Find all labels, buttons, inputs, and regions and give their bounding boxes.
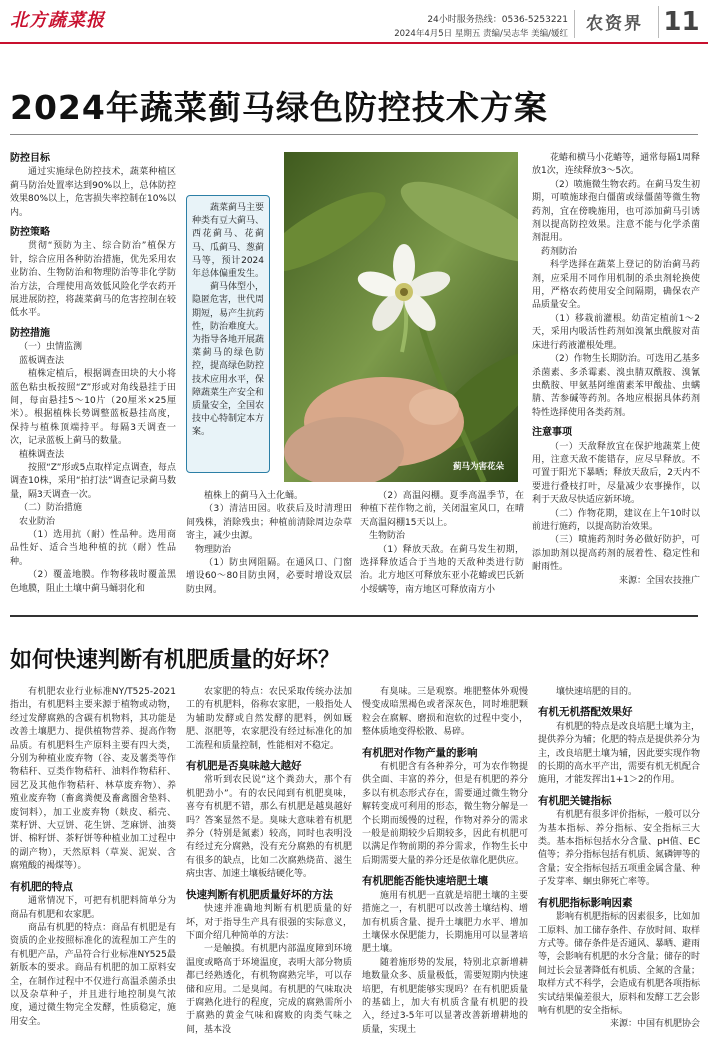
article1-column-1 (10, 146, 176, 596)
paragraph: （1）释放天敌。在蓟马发生初期，选择释放适合于当地的天敌种类进行防治。北方地区可释放东亚小花蝽或巴氏新小绥螨等，南方地区可释放南方小 (360, 544, 524, 595)
article1-column-3 (360, 490, 524, 598)
paragraph: （一）天敌释放宜在保护地蔬菜上使用，注意天敌不能错存，应尽早释放。不可置于阳光下暴晒；释放天敌后，2天内不要进行叠枝打叶，尽量减少农事操作，以利于天敌尽快适应新环境。 (532, 441, 700, 506)
summary-paragraph: 蔬菜蓟马主要种类有豆大蓟马、西花蓟马、花蓟马、瓜蓟马、葱蓟马等，预计2024年总体偏重发生。 (192, 203, 265, 280)
article2-column-3 (362, 686, 528, 1058)
article2-column-2 (186, 686, 352, 1058)
paragraph: （2）覆盖地膜。作物移栽时覆盖黑色地膜，阻止土壤中蓟马蛹羽化和 (10, 570, 176, 594)
subheading: 植株调查法 (19, 449, 65, 460)
paragraph: （2）作物生长期防治。可选用乙基多杀菌素、多杀霉素、溴虫腈双酰胺、溴氰虫酰胺、甲氨基阿维菌素苯甲酸盐、虫螨腈、苦参碱等药剂。各地应根据具体药剂特性选择使用各类药剂。 (532, 354, 700, 418)
paragraph: 快速并准确地判断有机肥质量的好坏，对于指导生产具有很强的实际意义，下面介绍几种简单的方法： (186, 904, 352, 941)
paragraph: 有臭味。三是观察。堆肥整体外观慢慢变成暗黑褐色或者深灰色，同时堆肥颗粒会在腐解、磨损和泡软的过程中变小，整体质地变得松散、易碎。 (362, 687, 528, 738)
section-heading: 有机肥指标影响因素 (538, 896, 633, 909)
paragraph: 常听到农民说“这个粪劲大，那个有机肥劲小”。有的农民闻到有机肥臭味，喜夸有机肥不错，那么有机肥是越臭越好吗？答案显然不是。臭味大意味着有机肥养分（特别是氮素）较高，同时也表明没有经过充分腐熟，没有充分腐熟的有机肥有很多的缺点，比如二次腐熟烧苗、滋生病虫害、加速土壤板结硬化等。 (186, 775, 352, 880)
section-name: 农资界 (574, 10, 654, 38)
article-divider (10, 615, 698, 617)
subheading: 生物防治 (369, 531, 406, 542)
section-heading: 防控策略 (10, 227, 50, 239)
newspaper-logo: 北方蔬菜报 (10, 10, 105, 31)
paragraph: （1）选用抗（耐）性品种。选用商品性好、适合当地种植的抗（耐）性品种。 (10, 529, 176, 567)
paragraph: 壤快速培肥的目的。 (556, 687, 638, 697)
article1-column-2 (186, 490, 352, 598)
paragraph: 植株上的蓟马入土化蛹。 (204, 491, 304, 501)
subheading: 药剂防治 (541, 246, 578, 257)
paragraph: 有机肥农业行业标准NY/T525-2021指出，有机肥料主要来源于植物或动物，经过发酵腐熟的含碳有机物料，其功能是改善土壤肥力、提供植物营养、提高作物品质。有机肥料生产原料主要有四大类，分别为种植业废弃物（谷、麦及薯类等作物秸秆、豆类作物秸秆、油料作物秸秆、园艺及其他作物秸秆、林草废弃物）、养殖业废弃物（畜禽粪便及畜禽圈舍垫料、废饲料），加工业废弃物（麸皮、稻壳、菜籽饼、大豆饼、花生饼、芝麻饼、油葵饼、棉籽饼、茶籽饼等种植业加工过程中的副产物），天然原料（草炭、泥炭、含腐殖酸的褐煤等）。 (10, 687, 176, 872)
paragraph: 商品有机肥的特点：商品有机肥是有资质的企业按照标准化的流程加工产生的有机肥产品，产品符合行业标准NY525最新版本的要求。商品有机肥的加工原料安全，在制作过程中不仅进行高温杀菌杀虫以及杂草种子，并且进行地控制臭气浓度，通过微生物完全发酵，性质稳定，施用安全。 (10, 922, 176, 1027)
paragraph: （1）防虫网阻隔。在通风口、门窗增设60～80目防虫网，必要时增设双层防虫网。 (186, 558, 352, 595)
paragraph: 贯彻“预防为主、综合防治”植保方针，综合应用各种防治措施，优先采用农业防治、生物防治和物理防治等非化学防治方法，合理使用高效低风险化学农药开展进展防控，将蔬菜蓟马的危害控制在较低水平。 (10, 241, 176, 319)
paragraph: （2）喷施微生物农药。在蓟马发生初期，可喷施球孢白僵菌或绿僵菌等微生物药剂，宜在傍晚施用，也可添加蓟马引诱剂以提高防控效果。注意不能与化学杀菌剂混用。 (532, 179, 700, 244)
subheading: 物理防治 (195, 544, 232, 555)
paragraph: 通过实施绿色防控技术，蔬菜种植区蓟马防治处置率达到90%以上，总体防控效果80%以上，危害损失率控制在10%以内。 (10, 167, 176, 218)
paragraph: 按照“Z”形或5点取样定点调查，每点调查10株，采用“拍打法”调查记录蓟马数量，隔3天调查一次。 (10, 462, 176, 500)
subheading: 蓝板调查法 (19, 355, 65, 366)
section-heading: 有机肥对作物产量的影响 (362, 746, 478, 759)
article1-column-4 (532, 152, 700, 600)
paragraph: 农家肥的特点：农民采取传统办法加工的有机肥料，俗称农家肥，一般指处人为辅助发酵或自然发酵的肥料，例如厩肥、沤肥等，农家肥没有经过标准化的加工流程和质量控制，性能相对不稳定。 (186, 687, 352, 751)
subheading: 农业防治 (19, 516, 56, 527)
paragraph: 一是触摸。有机肥内部温度障到环境温度或略高于环境温度，表明大部分物质都已经熟透化，有机物腐熟完毕，可以存储和应用。二是臭闻。有机肥的气味取决于腐熟化进行的程度，完成的腐熟需所小于腐熟的黄金气味和腐败的肉类气味之间，基本没 (186, 944, 352, 1035)
article2-title: 如何快速判断有机肥质量的好坏？ (10, 648, 341, 673)
paragraph: 有机肥含有各种养分，可为农作物提供全面、丰富的养分，但是有机肥的养分多以有机态形式存在，需要通过微生物分解转变成可利用的形态，微生物分解是一个长期而缓慢的过程，作物对养分的需求一般是前期较少后期较多，因此有机肥可以满足作物前期的养分需求，作物生长中后期需要大量的养分还是依靠化肥供应。 (362, 762, 528, 866)
paragraph: 花蝽和横马小花蝽等，通常每隔1周释放1次，连续释放3～5次。 (532, 153, 700, 177)
dateline: 2024年4月5日 星期五 责编/吴志华 美编/媛红 (394, 29, 568, 39)
section-heading: 有机肥的特点 (10, 880, 73, 893)
paragraph: 影响有机肥指标的因素很多，比如加工原料、加工储存条件、存放时间、取样方式等。储存条件是否通风、暴晒、避雨等，会影响有机肥的水分含量；储存的时间过长会显著降低有机质、全氮的含量；取样方式不科学，会造成有机肥各项指标实试结果偏差很大，原料和发酵工艺会影响有机肥的安全指标。 (538, 912, 700, 1016)
section-heading: 防控目标 (10, 153, 50, 164)
title-divider (10, 134, 698, 135)
section-heading: 有机肥是否臭味越大越好 (186, 760, 302, 773)
paragraph: 有机肥有很多评价指标，一般可以分为基本指标、养分指标、安全指标三大类。基本指标包括水分含量、pH值、EC值等；养分指标包括有机质、氮磷钾等的含量；安全指标包括五项重金属含量、种子发芽率、蛔虫卵死亡率等。 (538, 810, 700, 888)
section-heading: 有机无机搭配效果好 (538, 706, 633, 719)
paragraph: （1）移栽前灌根。幼苗定植前1～2天，采用内吸活性药剂如溴氰虫酰胺对苗床进行药液灌根处理。 (532, 313, 700, 351)
paragraph: 施用有机肥一直就是培肥土壤的主要措施之一，有机肥可以改善土壤结构、增加有机质含量、提升土壤肥力水平、增加土壤保水保肥能力，长期施用可以显著培肥土壤。 (362, 890, 528, 955)
article2-column-4 (538, 686, 700, 1058)
article1-title: 2024年蔬菜蓟马绿色防控技术方案 (10, 88, 548, 127)
paragraph: （二）作物花期，建议在上午10时以前进行施药，以提高防治效果。 (532, 508, 700, 532)
paragraph: （三）喷施药剂时务必做好防护，可添加助剂以提高药剂的展着性、稳定性和耐雨性。 (532, 535, 700, 573)
section-heading: 防控措施 (10, 327, 50, 339)
masthead (0, 0, 708, 44)
hotline: 24小时服务热线：0536-5253221 (427, 15, 568, 25)
paragraph: （3）清洁田园。收获后及时清理田间残株，消除残虫；种植前清除周边杂草寄主，减少虫源。 (186, 504, 352, 542)
source-credit: 来源：中国有机肥协会 (609, 1019, 700, 1030)
flower-illustration (284, 152, 518, 482)
source-credit: 来源：全国农技推广 (618, 575, 700, 586)
thrips-flower-photo (284, 152, 518, 482)
paragraph: 科学选择在蔬菜上登记的防治蓟马药剂，应采用不同作用机制的杀虫剂轮换使用，严格农药使用安全间隔期，确保农产品质量安全。 (532, 260, 700, 311)
photo-caption: 蓟马为害花朵 (453, 462, 505, 472)
paragraph: （2）高温闷棚。夏季高温季节，在种植下茬作物之前，关闭温室风口，在晴天高温闷棚15天以上。 (360, 491, 524, 528)
paragraph: 有机肥的特点是改良培肥土壤为主，提供养分为辅；化肥的特点是提供养分为主，改良培肥土壤为辅，因此要实现作物的长期的高水平产出，需要有机无机配合施用，才能发挥出1+1＞2的作用。 (538, 721, 700, 786)
section-heading: 注意事项 (532, 427, 572, 439)
section-heading: 有机肥关键指标 (538, 794, 612, 807)
subheading: （二）防治措施 (19, 503, 83, 514)
article2-column-1 (10, 686, 176, 1058)
page-number: 11 (658, 6, 704, 38)
paragraph: 随着施形势的发展，特别北京新增耕地数量众多、质量极低，需要短期内快速培肥，有机肥能够实现吗？在有机肥质量的基础上，加大有机质含量有机肥的投入，经过3-5年可以显著改善新增耕地的质量，实现土 (362, 957, 528, 1035)
summary-paragraph: 蓟马体型小，隐匿危害，世代周期短，易产生抗药性，防治难度大。为指导各地开展蔬菜蓟马的绿色防控，提高绿色防控技术应用水平，保障蔬菜生产安全和质量安全，全国农技中心特制定本方案。 (192, 282, 265, 438)
article1-summary-box (186, 195, 270, 473)
paragraph: 植株定植后，根据调查田块的大小将蓝色粘虫板按照“Z”形或对角线悬挂于田间，每亩悬挂5～10片（20厘米×25厘米）。根据植株长势调整蓝板悬挂高度，保持与植株顶端持平。每隔3天调查一次，记录蓝板上蓟马的数量。 (10, 369, 176, 447)
paragraph: 通常情况下，可把有机肥料简单分为商品有机肥和农家肥。 (10, 896, 176, 920)
section-heading: 有机肥能否能快速培肥土壤 (362, 875, 488, 888)
section-heading: 快速判断有机肥质量好坏的方法 (186, 888, 333, 901)
subheading: （一）虫情监测 (19, 342, 83, 353)
